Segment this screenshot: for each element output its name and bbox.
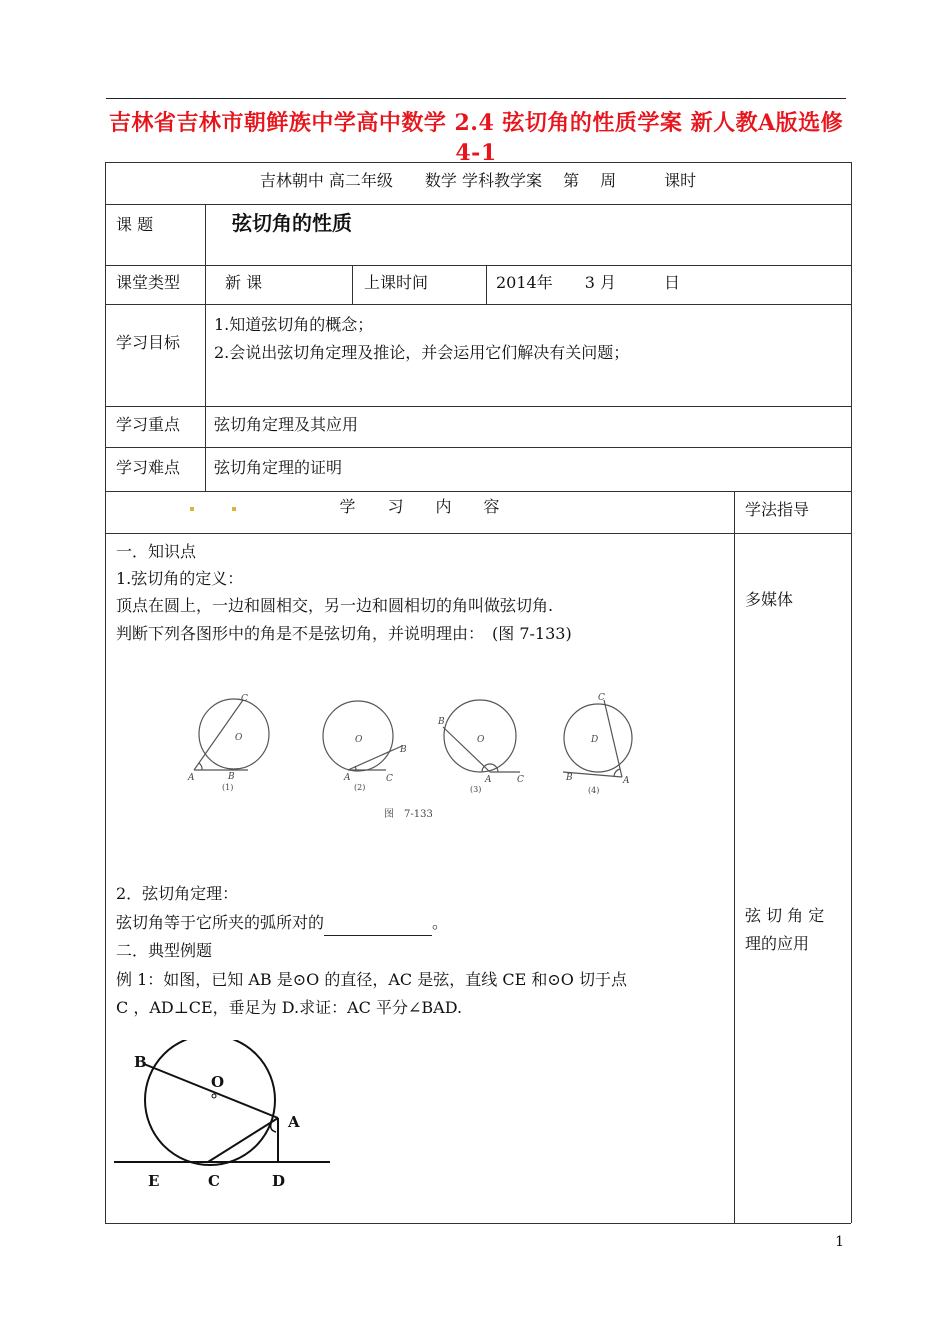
class-type-value: 新 课 (225, 273, 263, 292)
section-2-heading: 二．典型例题 (116, 941, 213, 960)
fig1-label-A: A (188, 773, 195, 783)
theorem-text (116, 910, 448, 936)
topic-label: 课 题 (116, 215, 154, 234)
definition-text: 顶点在圆上，一边和圆相交，另一边和圆相切的角叫做弦切角. (116, 596, 554, 615)
example-figure (108, 1040, 348, 1200)
theorem-text-pre: 弦切角等于它所夹的弧所对的 (116, 913, 325, 932)
fig-sub-1: (1) (222, 783, 234, 792)
marker-dot (232, 507, 236, 511)
fig2-label-C: C (386, 774, 393, 784)
fig-sub-3: (3) (470, 785, 482, 794)
key-points-value: 弦切角定理及其应用 (214, 415, 359, 434)
class-type-label: 课堂类型 (116, 273, 181, 292)
answer-blank[interactable] (324, 917, 432, 936)
content-header: 学 习 内 容 (339, 497, 500, 516)
section-1-heading: 一．知识点 (116, 542, 197, 561)
method-header: 学法指导 (745, 500, 810, 519)
fig-sub-2: (2) (354, 783, 366, 792)
fig4-label-D: D (591, 735, 599, 745)
difficulty-label: 学习难点 (116, 458, 181, 477)
figure-7-133 (180, 690, 650, 830)
example-1-line-2: C ，AD⊥CE，垂足为 D.求证：AC 平分∠BAD. (116, 998, 463, 1017)
fig3-label-O: O (477, 735, 485, 745)
side-note-application-2: 理的应用 (745, 934, 810, 953)
fig4-label-A: A (623, 776, 630, 786)
example-label-E: E (148, 1172, 160, 1190)
example-1-line-1: 例 1：如图，已知 AB 是⊙O 的直径，AC 是弦，直线 CE 和⊙O 切于点 (116, 970, 627, 989)
class-time-value: 2014年 3 月 日 (496, 273, 680, 292)
difficulty-value: 弦切角定理的证明 (214, 458, 343, 477)
key-points-label: 学习重点 (116, 415, 181, 434)
side-note-application-1: 弦 切 角 定 (745, 906, 825, 925)
top-rule (106, 98, 846, 99)
topic-value: 弦切角的性质 (232, 210, 396, 236)
judge-text: 判断下列各图形中的角是不是弦切角，并说明理由： (图 7-133) (116, 624, 572, 643)
theorem-heading: 2．弦切角定理： (116, 884, 239, 903)
example-label-O: O (211, 1073, 225, 1091)
fig-caption: 图 7-133 (384, 809, 433, 820)
example-label-B: B (134, 1053, 147, 1071)
header-row: 吉林朝中 高二年级 数学 学科教学案 第 周 课时 (259, 171, 697, 190)
definition-heading: 1.弦切角的定义： (116, 569, 244, 588)
fig4-label-C: C (598, 693, 605, 703)
objective-line-2: 2.会说出弦切角定理及推论，并会运用它们解决有关问题； (214, 343, 630, 362)
marker-dot (190, 507, 194, 511)
objectives-label: 学习目标 (116, 333, 181, 352)
theorem-text-post: 。 (432, 913, 449, 932)
fig3-label-C: C (517, 775, 524, 785)
fig1-label-O: O (235, 733, 243, 743)
example-label-C: C (208, 1172, 220, 1190)
fig2-label-B: B (400, 745, 407, 755)
fig1-label-B: B (228, 772, 235, 782)
side-note-media: 多媒体 (745, 590, 794, 609)
fig1-label-C: C (241, 694, 248, 704)
fig-sub-4: (4) (588, 786, 600, 795)
fig2-label-A: A (344, 773, 351, 783)
page-number: 1 (835, 1234, 844, 1250)
example-label-A: A (288, 1113, 300, 1131)
fig2-label-O: O (355, 735, 363, 745)
center-point (212, 1094, 216, 1098)
fig3-label-A: A (485, 775, 492, 785)
example-label-D: D (272, 1172, 286, 1190)
class-time-label: 上课时间 (364, 273, 429, 292)
fig4-label-B: B (566, 773, 573, 783)
objective-line-1: 1.知道弦切角的概念； (214, 315, 374, 334)
fig3-label-B: B (438, 717, 445, 727)
document-title: 吉林省吉林市朝鲜族中学高中数学 2.4 弦切角的性质学案 新人教A版选修4-1 (108, 110, 844, 166)
